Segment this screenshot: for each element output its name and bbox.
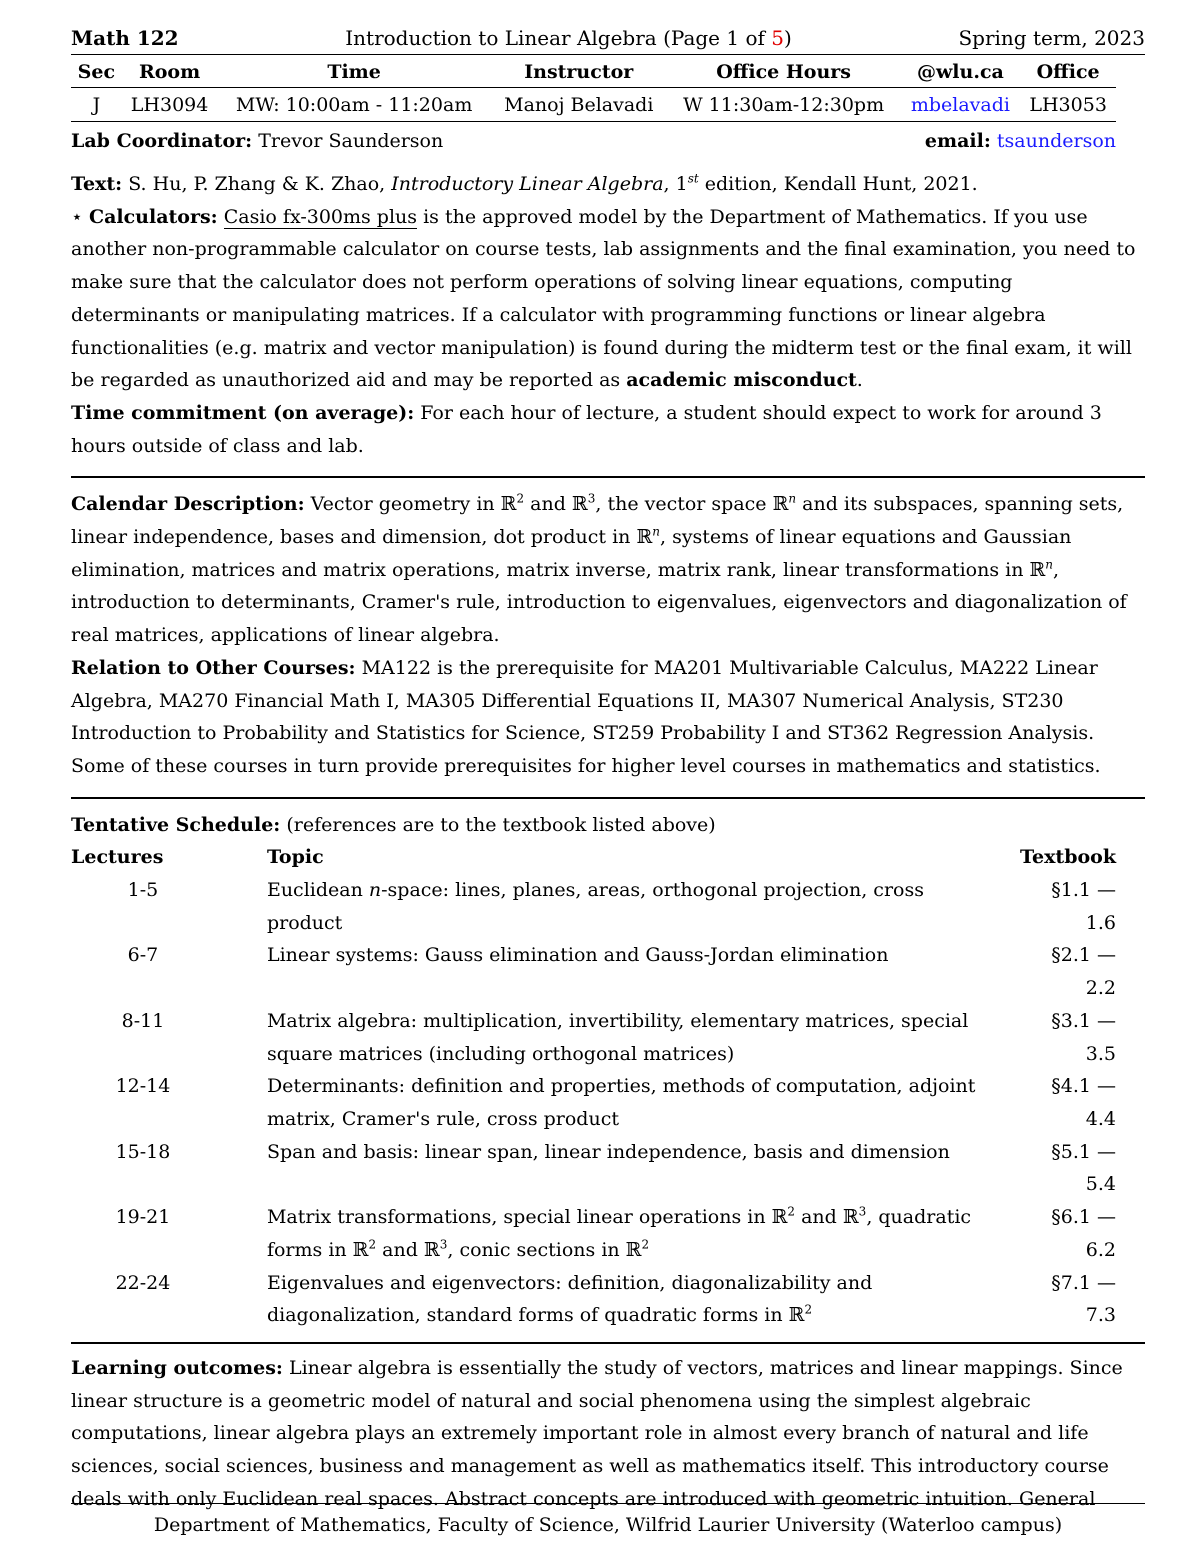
col-office-hours: Office Hours	[667, 55, 901, 88]
topic-text-b: -space: lines, planes, areas, orthogonal projection, cross product	[266, 879, 924, 934]
misconduct-emphasis: academic misconduct	[626, 369, 857, 392]
page-title	[345, 26, 792, 50]
lecture-range: 1-5	[127, 879, 159, 902]
col-topic: Topic	[266, 846, 324, 869]
topic-sup-1: 2	[787, 1204, 796, 1219]
calculators-text: is the approved model by the Department of Mathematics. If you use another non-programmable calculator on course tests, lab assignments and the final examination, you need to make sure that the calculator does not perform operations of solving linear equations, computing determinants or manipulating matrices. If a calculator with programming functions or linear algebra functionalities (e.g. matrix and vector manipulation) is found during the midterm test or the final exam, it will be regarded as unauthorized aid and may be reported as	[71, 205, 1136, 392]
time-commitment-label: Time commitment (on average):	[71, 401, 415, 424]
calendar-text-1: Vector geometry in ℝ	[310, 493, 517, 516]
topic-cell	[267, 1267, 1020, 1332]
lab-label: Lab Coordinator:	[71, 130, 253, 152]
schedule-table	[71, 841, 1116, 1332]
outcomes-label: Learning outcomes:	[71, 1356, 283, 1379]
calendar-sup-3: n	[788, 492, 797, 506]
topic-cell	[267, 1201, 1020, 1266]
office-value: LH3053	[1020, 88, 1116, 122]
calendar-text-4: and its subspaces, spanning sets, linear independence, bases and dimension, dot product in ℝ	[71, 493, 1124, 549]
topic-sup-3: 2	[368, 1237, 377, 1252]
time-value: MW: 10:00am - 11:20am	[217, 88, 490, 122]
outcomes-text: Linear algebra is essentially the study of vectors, matrices and linear mappings. Since linear structure is a geometric model of natural and social phenomena using the simplest algebraic computations, linear algebra plays an extremely important role in almost every branch of natural and life sciences, social sciences, business and management as well as mathematics itself. This introductory course deals with only Euclidean real spaces. Abstract concepts are introduced with geometric intuition. General	[71, 1356, 1123, 1510]
table-row	[71, 1070, 1116, 1135]
time-commitment-paragraph	[71, 397, 1145, 462]
instructor-value: Manoj Belavadi	[491, 88, 667, 122]
instructor-email-link[interactable]: mbelavadi	[900, 88, 1020, 122]
topic-text-a: Euclidean	[266, 879, 369, 902]
textbook-ref: §7.1 — 7.3	[1051, 1271, 1116, 1327]
textbook-ref: §1.1 — 1.6	[1051, 879, 1116, 934]
lecture-range: 19-21	[115, 1206, 171, 1229]
col-room: Room	[122, 55, 218, 88]
text-paragraph: Text: S. Hu, P. Zhang & K. Zhao, Introductory Linear Algebra, 1st edition, Kendall Hunt, 2021.	[71, 171, 978, 195]
lecture-range: 12-14	[115, 1075, 171, 1098]
col-instructor: Instructor	[491, 55, 667, 88]
schedule-note: (references are to the textbook listed above)	[286, 813, 716, 836]
table-row	[71, 1005, 1116, 1070]
page-header	[71, 22, 1145, 55]
topic-sup-5: 2	[641, 1237, 650, 1252]
topic-text-1: Matrix transformations, special linear operations in ℝ	[266, 1206, 788, 1229]
textbook-ref: §6.1 — 6.2	[1051, 1206, 1116, 1261]
col-office: Office	[1020, 55, 1116, 88]
col-time: Time	[217, 55, 490, 88]
lecture-range: 15-18	[115, 1140, 171, 1163]
topic-text-2: and ℝ	[795, 1206, 859, 1229]
page-total[interactable]: 5	[771, 26, 784, 50]
textbook-ref: §4.1 — 4.4	[1051, 1075, 1116, 1130]
topic-text-1: Eigenvalues and eigenvectors: definition, diagonalizability and diagonalization, standard forms of quadratic forms in ℝ	[266, 1271, 873, 1327]
topic-cell: Determinants: definition and properties, methods of computation, adjoint matrix, Cramer's rule, cross product	[266, 1075, 976, 1130]
col-lectures: Lectures	[71, 846, 164, 869]
calendar-label: Calendar Description:	[71, 493, 305, 516]
topic-cell: Matrix algebra: multiplication, invertibility, elementary matrices, special square matrices (including orthogonal matrices)	[266, 1009, 969, 1065]
edition-sup: st	[687, 171, 699, 186]
sec-value: J	[71, 88, 122, 122]
course-code: Math 122	[71, 26, 179, 50]
lecture-range: 6-7	[127, 944, 159, 967]
col-textbook: Textbook	[1020, 846, 1116, 869]
calendar-sup-1: 2	[516, 492, 525, 506]
textbook-ref: §5.1 — 5.4	[1051, 1140, 1116, 1196]
calculators-paragraph	[71, 201, 1145, 397]
lecture-range: 8-11	[121, 1009, 165, 1032]
topic-sup-1: 2	[804, 1302, 813, 1317]
room-value: LH3094	[122, 88, 218, 122]
lab-name: Trevor Saunderson	[258, 130, 444, 152]
calendar-text-3: , the vector space ℝ	[595, 493, 789, 516]
calendar-paragraph	[71, 488, 1145, 652]
info-header-row	[71, 55, 1116, 88]
topic-sup-2: 3	[858, 1204, 867, 1219]
text-book-title: Introductory Linear Algebra	[391, 173, 664, 195]
textbook-ref: §3.1 — 3.5	[1051, 1009, 1116, 1065]
calendar-sup-2: 3	[587, 492, 596, 506]
time-commitment-text: For each hour of lecture, a student should expect to work for around 3 hours outside of class and lab.	[71, 401, 1102, 457]
office-hours-value: W 11:30am-12:30pm	[667, 88, 901, 122]
outcomes-paragraph	[71, 1352, 1145, 1516]
section-divider	[71, 797, 1145, 799]
calendar-sup-5: n	[1045, 557, 1054, 572]
calendar-text-5: , systems of linear equations and Gaussian elimination, matrices and matrix operations, matrix inverse, matrix rank, linear transformations in ℝ	[71, 526, 1072, 581]
col-sec: Sec	[71, 55, 122, 88]
calculators-label: Calculators:	[88, 205, 218, 228]
relation-text: MA122 is the prerequisite for MA201 Multivariable Calculus, MA222 Linear Algebra, MA270 Financial Math I, MA305 Differential Equations II, MA307 Numerical Analysis, ST230 Introduction to Probability and Statistics for Science, ST259 Probability I and ST362 Regression Analysis. Some of these courses in turn provide prerequisites for higher level courses in mathematics and statistics.	[71, 656, 1101, 777]
text-authors: S. Hu, P. Zhang & K. Zhao,	[128, 173, 386, 195]
table-row	[71, 1136, 1116, 1201]
topic-cell: Span and basis: linear span, linear independence, basis and dimension	[266, 1140, 950, 1163]
relation-label: Relation to Other Courses:	[71, 656, 356, 679]
calendar-text-6: , introduction to determinants, Cramer's rule, introduction to eigenvalues, eigenvectors and diagonalization of real matrices, applications of linear algebra.	[71, 558, 1127, 647]
term: Spring term, 2023	[958, 26, 1145, 50]
section-divider	[71, 1342, 1145, 1344]
lab-coordinator-row	[71, 130, 1116, 152]
calculator-model: Casio fx-300ms plus	[223, 205, 418, 228]
topic-text-3: , quadratic forms in ℝ	[266, 1206, 972, 1261]
textbook-ref: §2.1 — 2.2	[1051, 944, 1116, 1000]
relation-paragraph	[71, 652, 1145, 783]
lab-email-label: email:	[924, 130, 991, 152]
table-row	[71, 1267, 1116, 1332]
table-row	[71, 939, 1116, 1004]
title-suffix: )	[783, 26, 792, 50]
topic-italic-n: n	[368, 879, 382, 902]
section-divider	[71, 476, 1145, 478]
schedule-label: Tentative Schedule:	[71, 813, 281, 836]
star-icon: ⋆	[71, 205, 83, 228]
table-row	[71, 874, 1116, 939]
col-email: @wlu.ca	[900, 55, 1020, 88]
schedule-header-row	[71, 841, 1116, 874]
topic-cell: Linear systems: Gauss elimination and Gauss-Jordan elimination	[266, 944, 889, 967]
text-rest: edition, Kendall Hunt, 2021.	[704, 173, 978, 195]
syllabus-page	[71, 22, 1145, 1515]
table-row	[71, 1201, 1116, 1266]
topic-text-4: and ℝ	[376, 1238, 440, 1261]
topic-text-5: , conic sections in ℝ	[447, 1238, 642, 1261]
calendar-sup-4: n	[652, 524, 660, 539]
topic-cell	[267, 874, 1020, 939]
schedule-heading	[71, 809, 1145, 842]
title-prefix: Introduction to Linear Algebra (Page 1 of	[345, 26, 772, 50]
section-info-table	[71, 55, 1116, 122]
calendar-text-2: and ℝ	[524, 493, 588, 516]
topic-sup-4: 3	[439, 1237, 448, 1252]
lab-email-link[interactable]: tsaunderson	[996, 130, 1116, 152]
page-footer: Department of Mathematics, Faculty of Science, Wilfrid Laurier University (Waterloo campus)	[71, 1503, 1145, 1536]
text-edition: 1	[675, 173, 688, 195]
text-label: Text:	[71, 173, 123, 195]
info-row	[71, 88, 1116, 122]
calculators-end: .	[856, 369, 863, 392]
lecture-range: 22-24	[115, 1271, 171, 1294]
